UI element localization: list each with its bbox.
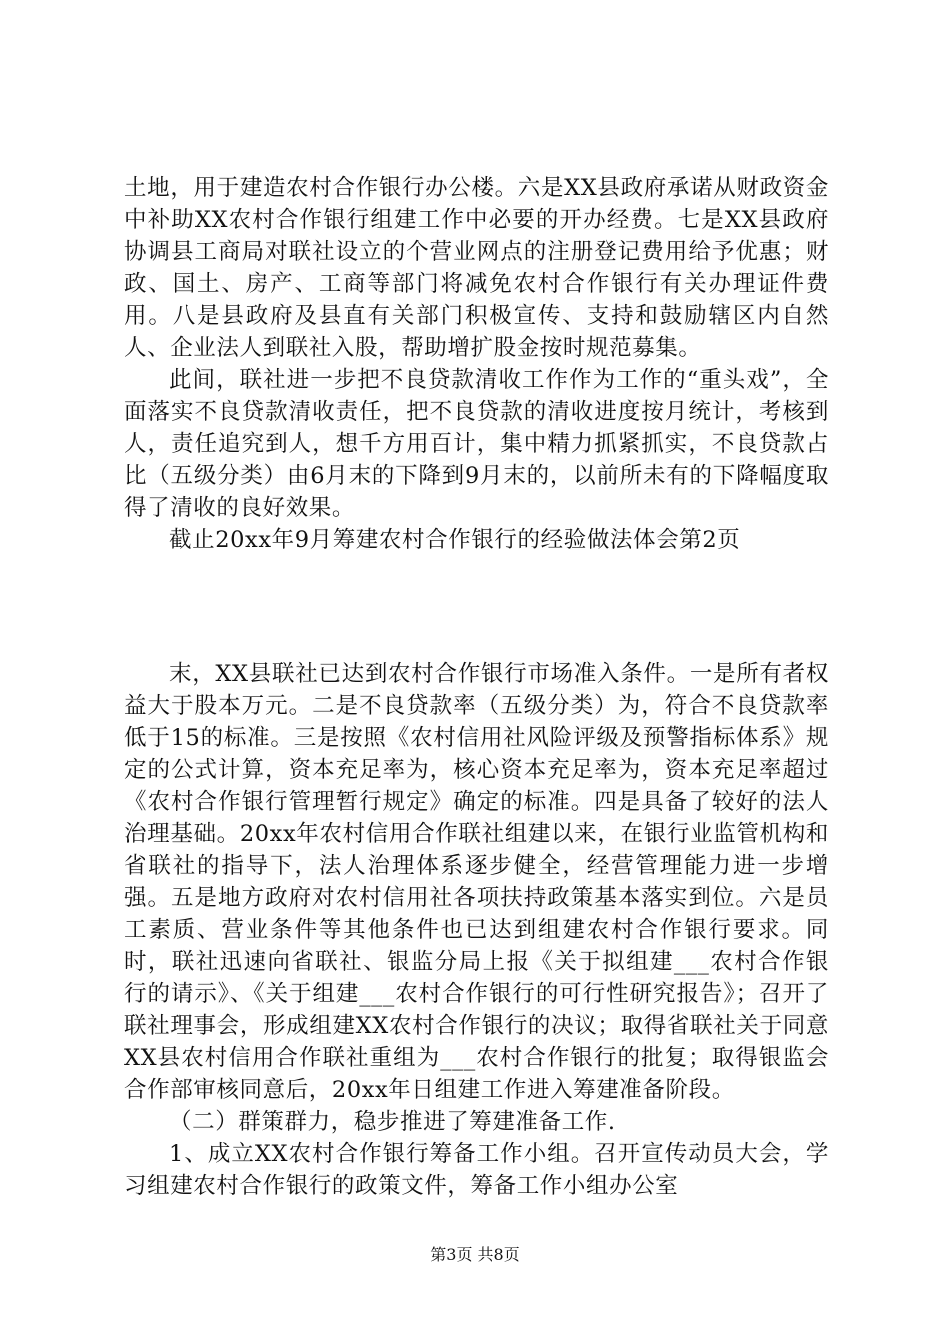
page-footer: 第3页 共8页 bbox=[430, 1245, 520, 1264]
text-block-upper bbox=[124, 172, 829, 556]
text-block-lower bbox=[124, 658, 829, 1202]
paragraph-preparation-group: 1、成立XX农村合作银行筹备工作小组。召开宣传动员大会，学习组建农村合作银行的政策文件，筹备工作小组办公室 bbox=[124, 1141, 829, 1199]
paragraph-continuation: 土地，用于建造农村合作银行办公楼。六是XX县政府承诺从财政资金中补助XX农村合作银行组建工作中必要的开办经费。七是XX县政府协调县工商局对联社设立的个营业网点的注册登记费用给予优惠；财政、国土、房产、工商等部门将减免农村合作银行有关办理证件费用。八是县政府及县直有关部门积极宣传、支持和鼓励辖区内自然人、企业法人到联社入股，帮助增扩股金按时规范募集。 bbox=[124, 175, 829, 361]
paragraph-deadline: 截止20xx年9月筹建农村合作银行的经验做法体会第2页 bbox=[169, 527, 741, 553]
paragraph-market-access: 末，XX县联社已达到农村合作银行市场准入条件。一是所有者权益大于股本万元。二是不良贷款率（五级分类）为，符合不良贷款率低于15的标准。三是按照《农村信用社风险评级及预警指标体系》规定的公式计算，资本充足率为，核心资本充足率为，资本充足率超过《农村合作银行管理暂行规定》确定的标准。四是具备了较好的法人治理基础。20xx年农村信用合作联社组建以来，在银行业监管机构和省联社的指导下，法人治理体系逐步健全，经营管理能力进一步增强。五是地方政府对农村信用社各项扶持政策基本落实到位。六是员工素质、营业条件等其他条件也已达到组建农村合作银行要求。同时，联社迅速向省联社、银监分局上报《关于拟组建___农村合作银行的请示》、《关于组建___农村合作银行的可行性研究报告》；召开了联社理事会，形成组建XX农村合作银行的决议；取得省联社关于同意XX县农村信用合作联社重组为___农村合作银行的批复；取得银监会合作部审核同意后，20xx年日组建工作进入筹建准备阶段。 bbox=[124, 661, 829, 1103]
paragraph-bad-loans: 此间，联社进一步把不良贷款清收工作作为工作的“重头戏”，全面落实不良贷款清收责任，把不良贷款的清收进度按月统计，考核到人，责任追究到人，想千方用百计，集中精力抓紧抓实，不良贷款占比（五级分类）由6月末的下降到9月末的，以前所未有的下降幅度取得了清收的良好效果。 bbox=[124, 367, 829, 521]
section-heading: （二）群策群力，稳步推进了筹建准备工作. bbox=[169, 1109, 616, 1135]
